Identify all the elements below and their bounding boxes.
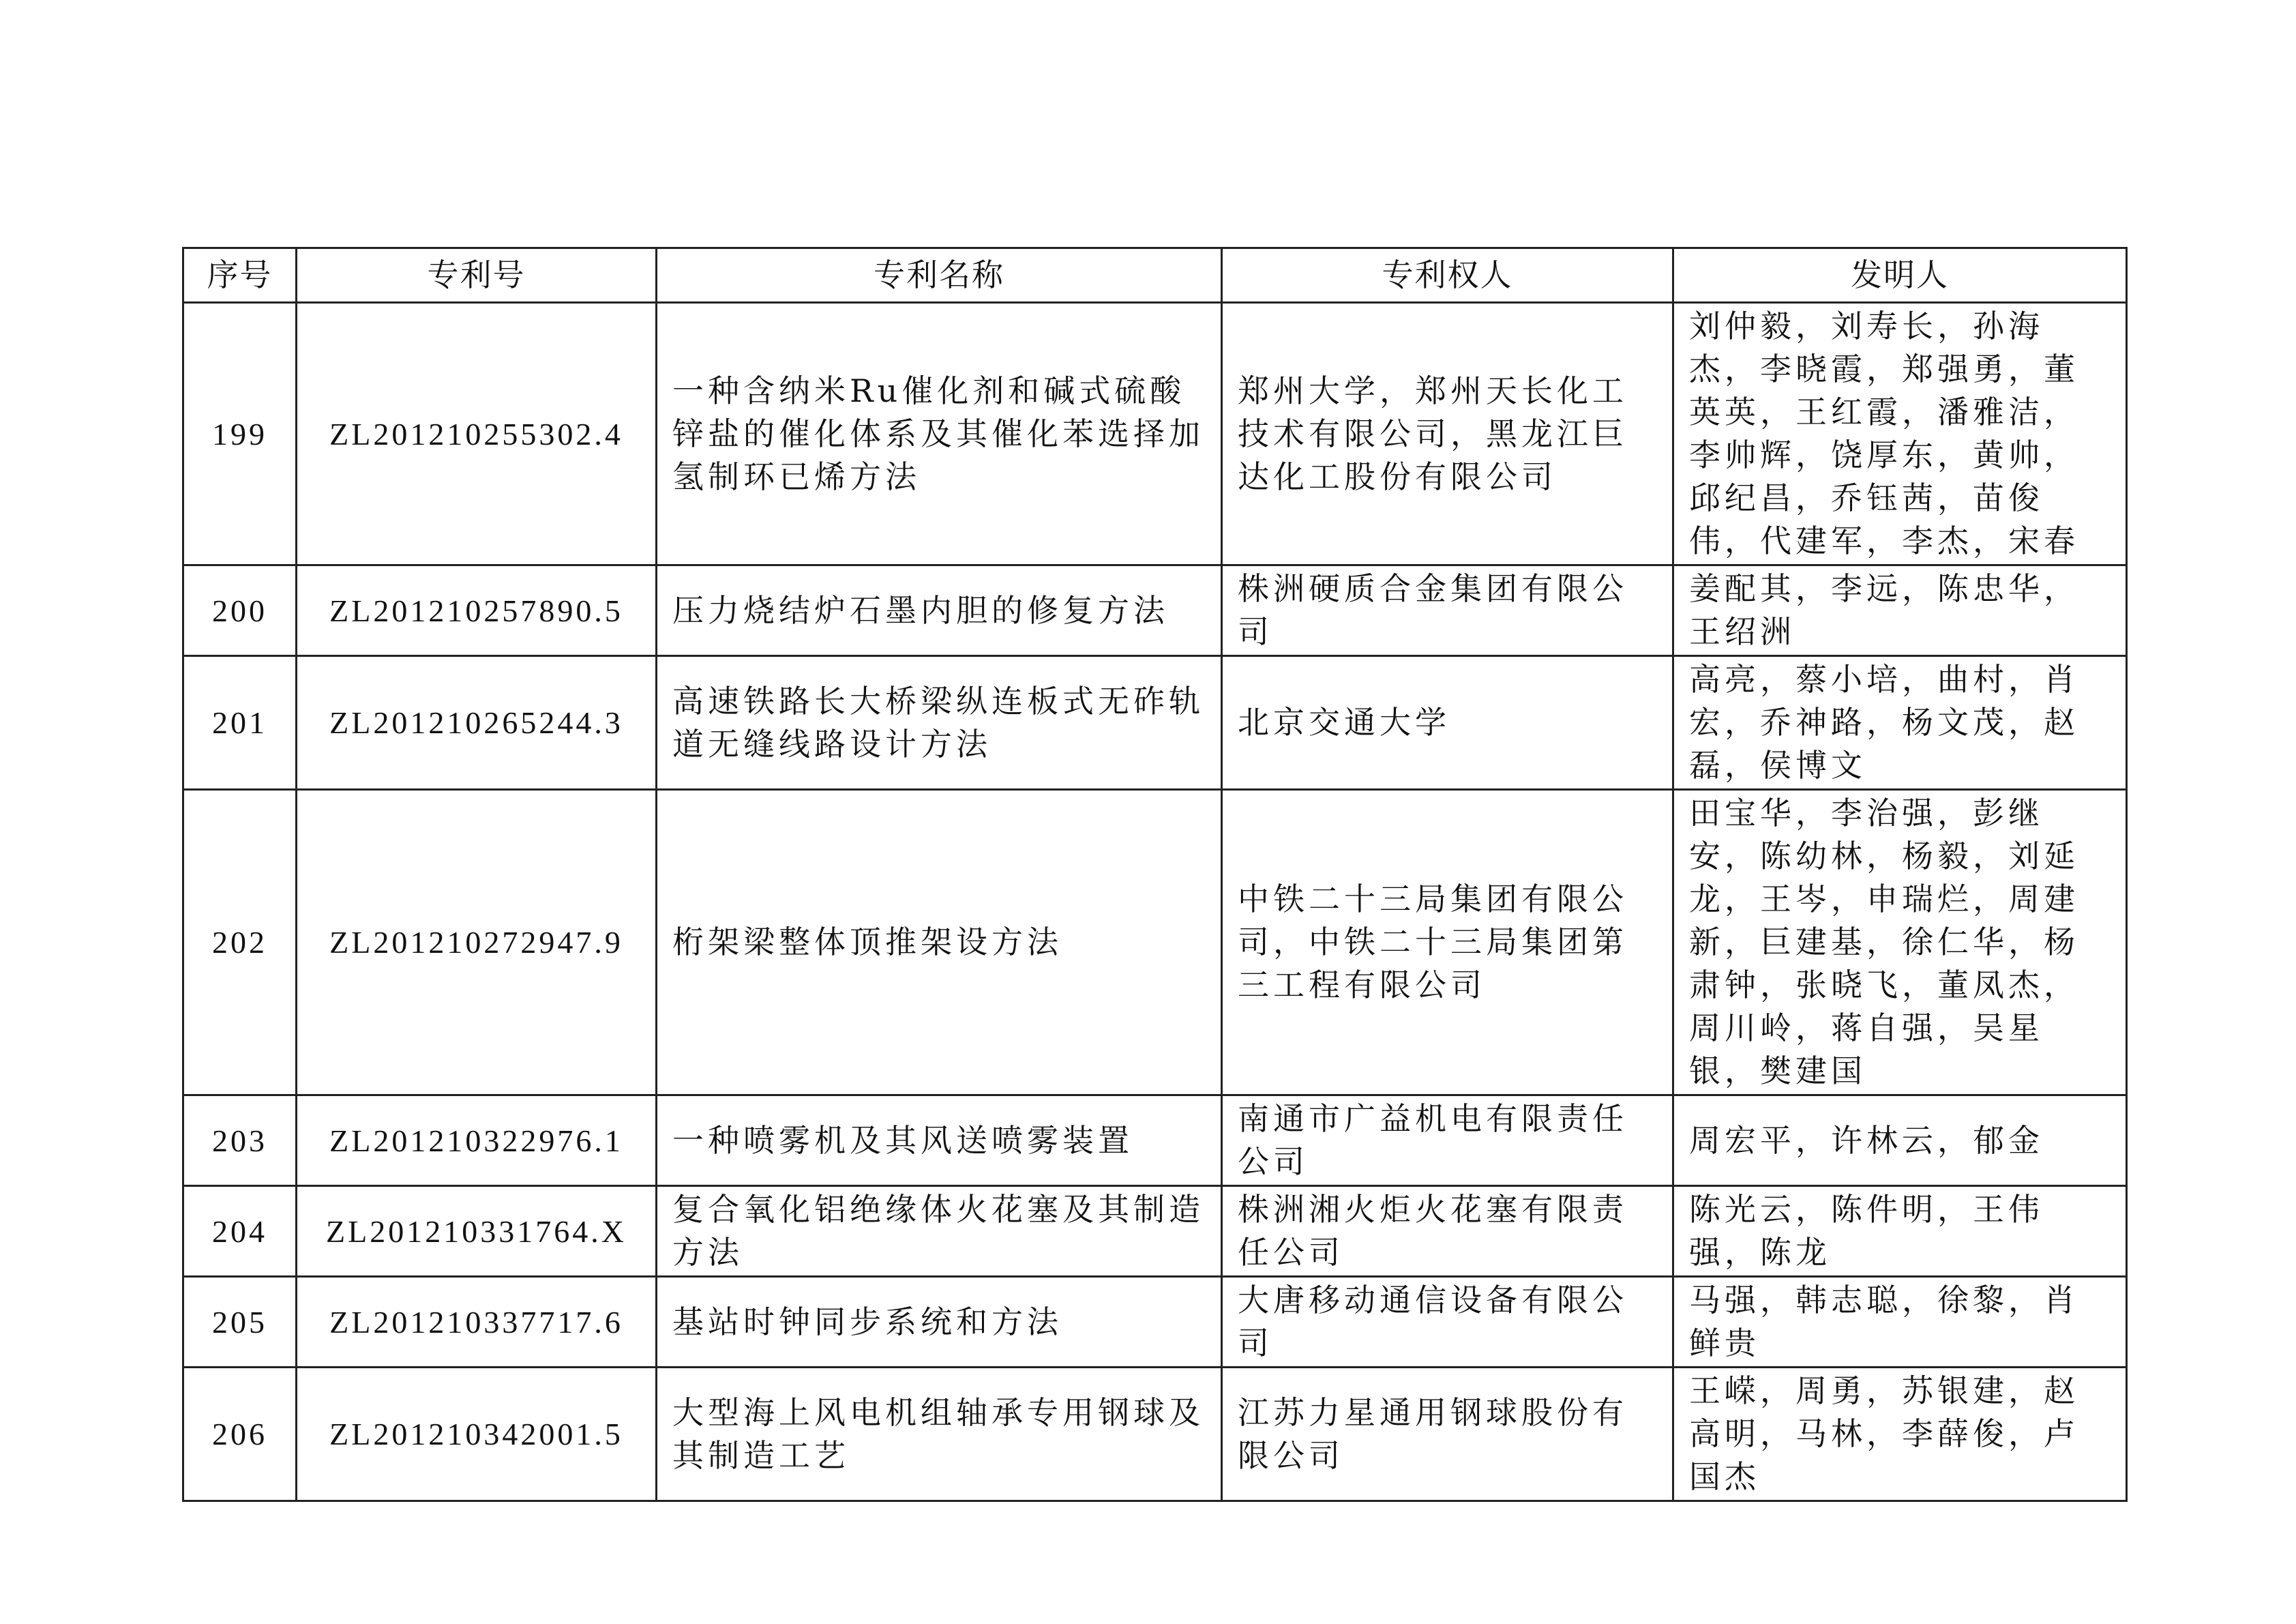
cell-patentee: 株洲湘火炬火花塞有限责任公司 xyxy=(1222,1186,1673,1277)
table-row xyxy=(183,1186,2127,1277)
table-row xyxy=(183,303,2127,565)
cell-seq: 204 xyxy=(183,1186,297,1277)
cell-inventors: 马强，韩志聪，徐黎，肖鲜贵 xyxy=(1673,1277,2127,1368)
cell-patentee: 北京交通大学 xyxy=(1222,656,1673,790)
header-patent-no: 专利号 xyxy=(297,248,657,303)
table-header-row xyxy=(183,248,2127,303)
cell-inventors: 王嵘，周勇，苏银建，赵高明，马林，李薛俊，卢国杰 xyxy=(1673,1368,2127,1501)
cell-patent-no: ZL201210342001.5 xyxy=(297,1368,657,1501)
cell-seq: 199 xyxy=(183,303,297,565)
cell-patent-name: 一种含纳米Ru催化剂和碱式硫酸锌盐的催化体系及其催化苯选择加氢制环已烯方法 xyxy=(657,303,1222,565)
cell-patent-no: ZL201210322976.1 xyxy=(297,1095,657,1186)
cell-patentee: 株洲硬质合金集团有限公司 xyxy=(1222,565,1673,656)
cell-patent-no: ZL201210337717.6 xyxy=(297,1277,657,1368)
cell-seq: 202 xyxy=(183,790,297,1095)
cell-patent-no: ZL201210255302.4 xyxy=(297,303,657,565)
cell-seq: 205 xyxy=(183,1277,297,1368)
cell-inventors: 陈光云，陈件明，王伟强，陈龙 xyxy=(1673,1186,2127,1277)
cell-patent-no: ZL201210265244.3 xyxy=(297,656,657,790)
patent-table-container xyxy=(182,247,2126,1502)
cell-patentee: 江苏力星通用钢球股份有限公司 xyxy=(1222,1368,1673,1501)
table-row xyxy=(183,1095,2127,1186)
cell-patent-name: 基站时钟同步系统和方法 xyxy=(657,1277,1222,1368)
cell-patent-no: ZL201210331764.X xyxy=(297,1186,657,1277)
header-patentee: 专利权人 xyxy=(1222,248,1673,303)
cell-patentee: 郑州大学，郑州天长化工技术有限公司，黑龙江巨达化工股份有限公司 xyxy=(1222,303,1673,565)
cell-inventors: 刘仲毅，刘寿长，孙海杰，李晓霞，郑强勇，董英英，王红霞，潘雅洁，李帅辉，饶厚东，黄帅，邱纪昌，乔钰茜，苗俊伟，代建军，李杰，宋春 xyxy=(1673,303,2127,565)
table-row xyxy=(183,656,2127,790)
table-row xyxy=(183,1277,2127,1368)
table-row xyxy=(183,565,2127,656)
cell-patent-name: 一种喷雾机及其风送喷雾装置 xyxy=(657,1095,1222,1186)
patent-table xyxy=(182,247,2128,1502)
table-row xyxy=(183,1368,2127,1501)
table-row xyxy=(183,790,2127,1095)
cell-seq: 203 xyxy=(183,1095,297,1186)
cell-patent-no: ZL201210272947.9 xyxy=(297,790,657,1095)
cell-patent-name: 复合氧化铝绝缘体火花塞及其制造方法 xyxy=(657,1186,1222,1277)
cell-inventors: 周宏平，许林云，郁金 xyxy=(1673,1095,2127,1186)
cell-patentee: 南通市广益机电有限责任公司 xyxy=(1222,1095,1673,1186)
cell-seq: 201 xyxy=(183,656,297,790)
header-inventors: 发明人 xyxy=(1673,248,2127,303)
header-patent-name: 专利名称 xyxy=(657,248,1222,303)
cell-inventors: 姜配其，李远，陈忠华，王绍洲 xyxy=(1673,565,2127,656)
header-seq: 序号 xyxy=(183,248,297,303)
cell-patentee: 中铁二十三局集团有限公司，中铁二十三局集团第三工程有限公司 xyxy=(1222,790,1673,1095)
cell-patentee: 大唐移动通信设备有限公司 xyxy=(1222,1277,1673,1368)
cell-seq: 206 xyxy=(183,1368,297,1501)
cell-patent-name: 压力烧结炉石墨内胆的修复方法 xyxy=(657,565,1222,656)
cell-inventors: 高亮，蔡小培，曲村，肖宏，乔神路，杨文茂，赵磊，侯博文 xyxy=(1673,656,2127,790)
cell-patent-name: 高速铁路长大桥梁纵连板式无砟轨道无缝线路设计方法 xyxy=(657,656,1222,790)
cell-inventors: 田宝华，李治强，彭继安，陈幼林，杨毅，刘延龙，王岑，申瑞烂，周建新，巨建基，徐仁华，杨肃钟，张晓飞，董凤杰，周川岭，蒋自强，吴星银，樊建国 xyxy=(1673,790,2127,1095)
cell-patent-no: ZL201210257890.5 xyxy=(297,565,657,656)
cell-patent-name: 大型海上风电机组轴承专用钢球及其制造工艺 xyxy=(657,1368,1222,1501)
cell-seq: 200 xyxy=(183,565,297,656)
cell-patent-name: 桁架梁整体顶推架设方法 xyxy=(657,790,1222,1095)
